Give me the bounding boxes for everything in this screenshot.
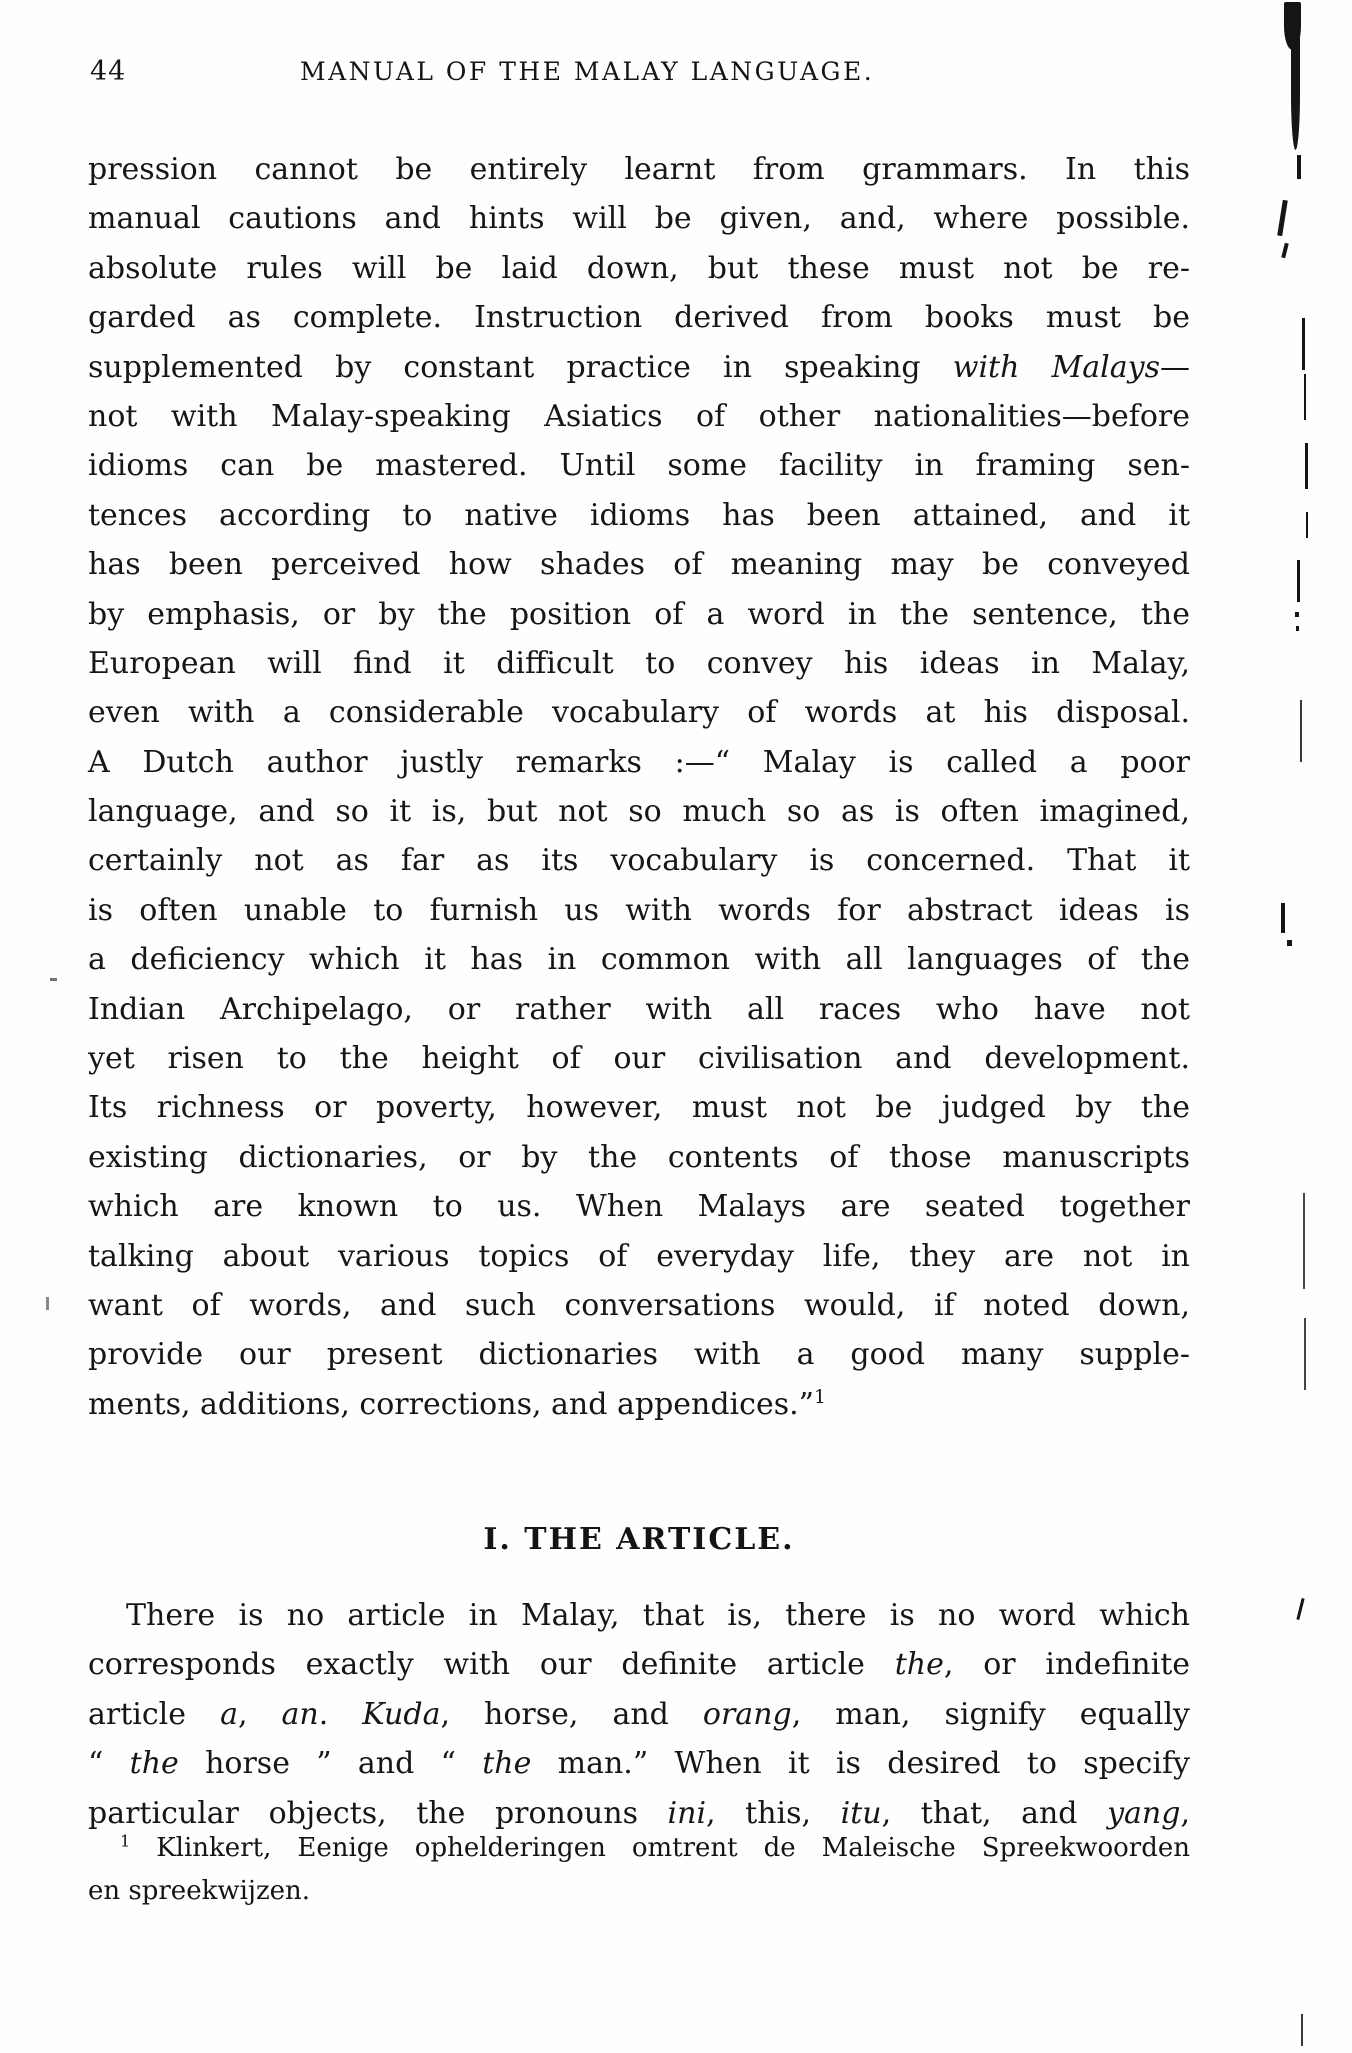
scan-artifact xyxy=(1296,626,1299,631)
scan-artifact xyxy=(1295,612,1299,617)
text-line: talking about various topics of everyday life, they are not in xyxy=(88,1238,1190,1274)
scan-artifact xyxy=(1277,200,1288,236)
scan-artifact xyxy=(1300,700,1302,762)
text-line: is often unable to furnish us with words for abstract ideas is xyxy=(88,892,1190,928)
text-line: by emphasis, or by the position of a word in the sentence, the xyxy=(88,596,1190,632)
footnote-line: $^1$ Klinkert, Eenige ophelderingen omtrent de Maleische Spreekwoorden xyxy=(120,1831,1190,1863)
running-head xyxy=(0,54,1352,90)
text-line: European will find it difficult to convey his ideas in Malay, xyxy=(88,645,1190,681)
text-line: a deficiency which it has in common with all languages of the xyxy=(88,942,1190,978)
text-line: not with Malay-speaking Asiatics of other nationalities—before xyxy=(88,398,1190,434)
text-line: idioms can be mastered. Until some facility in framing sen- xyxy=(88,448,1190,484)
scan-artifact xyxy=(1281,903,1285,933)
scan-artifact xyxy=(1304,1318,1306,1390)
text-line: garded as complete. Instruction derived from books must be xyxy=(88,300,1190,336)
text-line: Its richness or poverty, however, must not be judged by the xyxy=(88,1090,1190,1126)
scan-artifact xyxy=(1304,374,1306,420)
section-heading: I. THE ARTICLE. xyxy=(483,1522,795,1557)
text-line: ments, additions, corrections, and appendices.”$^1$ xyxy=(88,1386,826,1422)
text-line: “ the horse ” and “ the man.” When it is desired to specify xyxy=(88,1746,1190,1782)
text-line: has been perceived how shades of meaning may be conveyed xyxy=(88,547,1190,583)
scan-artifact xyxy=(1291,38,1300,150)
text-line: provide our present dictionaries with a good many supple- xyxy=(88,1337,1190,1373)
scan-artifact xyxy=(1303,1193,1305,1289)
paragraph-article xyxy=(88,1591,1190,1838)
text-line: corresponds exactly with our definite article the, or indefinite xyxy=(88,1647,1190,1683)
scan-artifact xyxy=(46,1297,49,1310)
scan-artifact xyxy=(1296,1598,1304,1620)
text-line: A Dutch author justly remarks :—“ Malay is called a poor xyxy=(88,744,1190,780)
text-line: supplemented by constant practice in speaking with Malays— xyxy=(88,349,1190,385)
scan-artifact xyxy=(1281,243,1289,259)
scan-artifact xyxy=(1297,155,1301,179)
paragraph-body xyxy=(88,145,1190,1429)
text-line: manual cautions and hints will be given, and, where possible. xyxy=(88,201,1190,237)
text-line: pression cannot be entirely learnt from grammars. In this xyxy=(88,152,1190,187)
scan-artifact xyxy=(1302,318,1305,370)
text-line: even with a considerable vocabulary of words at his disposal. xyxy=(88,695,1190,731)
scan-artifact xyxy=(50,978,57,981)
text-line: article a, an. Kuda, horse, and orang, man, signify equally xyxy=(88,1696,1190,1732)
text-line: which are known to us. When Malays are seated together xyxy=(88,1189,1190,1225)
scan-artifact xyxy=(1287,940,1292,946)
text-line: existing dictionaries, or by the contents of those manuscripts xyxy=(88,1139,1190,1175)
text-line: language, and so it is, but not so much so as is often imagined, xyxy=(88,794,1190,830)
text-line: tences according to native idioms has been attained, and it xyxy=(88,497,1190,533)
text-line: want of words, and such conversations would, if noted down, xyxy=(88,1287,1190,1323)
text-line: yet risen to the height of our civilisation and development. xyxy=(88,1041,1190,1077)
footnote xyxy=(88,1827,1190,1913)
scan-artifact xyxy=(1297,560,1300,602)
running-title: MANUAL OF THE MALAY LANGUAGE. xyxy=(300,57,875,86)
scan-artifact xyxy=(1301,2014,1303,2046)
scan-artifact xyxy=(1306,512,1308,538)
text-line: particular objects, the pronouns ini, this, itu, that, and yang, xyxy=(88,1795,1190,1831)
scan-artifact xyxy=(1305,443,1308,489)
text-line: There is no article in Malay, that is, there is no word which xyxy=(126,1598,1190,1633)
text-line: Indian Archipelago, or rather with all races who have not xyxy=(88,991,1190,1027)
page-number: 44 xyxy=(90,56,127,87)
text-line: absolute rules will be laid down, but these must not be re- xyxy=(88,250,1190,286)
footnote-line: en spreekwijzen. xyxy=(88,1876,311,1906)
text-line: certainly not as far as its vocabulary is concerned. That it xyxy=(88,843,1190,879)
